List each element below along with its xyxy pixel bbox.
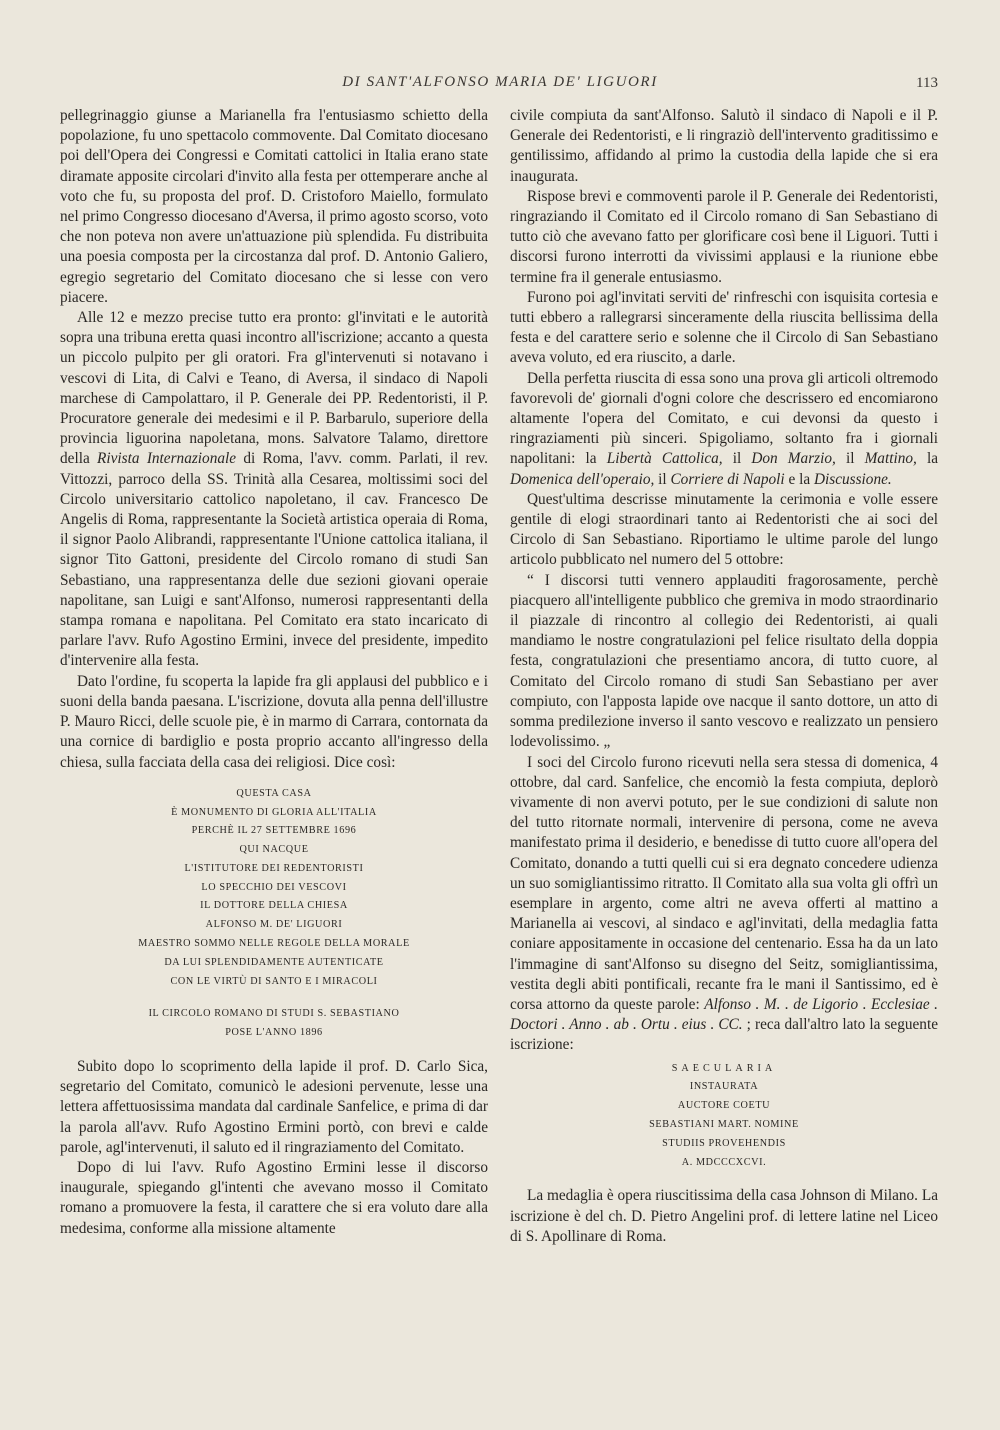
- inscription-line: SEBASTIANI MART. NOMINE: [649, 1118, 799, 1130]
- paragraph: Quest'ultima descrisse minutamente la cerimonia e volle essere gentile di elogi straordinari tanto ai Redentoristi che ai soci del Circolo di San Sebastiano. Riportiamo le ultime parole del lungo articolo pubblicato nel numero del 5 ottobre:: [510, 490, 938, 569]
- plaque-inscription: [60, 785, 488, 1043]
- newspaper-title: Libertà Cattolica,: [606, 450, 723, 468]
- inscription-line: A. MDCCCXCVI.: [681, 1156, 767, 1168]
- quoted-paragraph: “ I discorsi tutti vennero applauditi fragorosamente, perchè piacquero all'intelligente pubblico che gremiva in modo straordinario il piazzale di rincontro al collegio dei Redentoristi, ai quali mandiamo le nostre congratulazioni pel felice risultato della doppia festa, congratulazioni che presentiamo ancora, di tutto cuore, al Comitato del Circolo romano di studi San Sebastiano per aver compiuto, con l'apposta lapide ove nacque il santo dottore, un atto di somma predilezione inverso il santo vescovo e realizzato un pensiero lodevolissimo. „: [510, 571, 938, 751]
- paragraph: Alle 12 e mezzo precise tutto era pronto: gl'invitati e le autorità sopra una tribuna eretta quasi incontro all'iscrizione; accanto a questa un piccolo pulpito per gli oratori. Fra gl'intervenuti si notavano i vescovi di Lita, di Calvi e Teano, di Aversa, il sindaco di Napoli marchese di Campolattaro, il P. Generale dei PP. Redentoristi, il P. Procuratore generale dei medesimi e il P. Barbarulo, superiore della provincia liguorina napoletana, mons. Salvatore Talamo, direttore della Rivista Internazionale di Roma, l'avv. comm. Parlati, il rev. Vittozzi, parroco della SS. Trinità alla Cesarea, moltissimi soci del Circolo universitario cattolico napoletano, il cav. Francesco De Angelis di Roma, rappresentante la Società artistica operaia di Roma, il signor Paolo Alibrandi, rappresentante l'Unione cattolica italiana, il signor Tito Gattoni, presidente del Circolo romano di studi San Sebastiano, una rappresentanza delle due sezioni giovani operaie napolitane, san Luigi e sant'Alfonso, numerosi rappresentanti della stampa romana e napolitana. Pel Comitato era stato incaricato di parlare l'avv. Rufo Agostino Ermini, invece del presidente, impedito d'intervenire alla festa.: [60, 309, 488, 670]
- paragraph: La medaglia è opera riuscitissima della casa Johnson di Milano. La iscrizione è del ch. D. Pietro Angelini prof. di lettere latine nel Liceo di S. Apollinare di Roma.: [510, 1187, 938, 1245]
- paragraph: Dopo di lui l'avv. Rufo Agostino Ermini lesse il discorso inaugurale, spiegando gl'intenti che avevano mosso il Comitato romano a promuovere la festa, il carattere che si era voluto dare alla medesima, conforme alla missione altamente: [60, 1159, 488, 1237]
- newspaper-title: Domenica dell'operaio,: [510, 470, 655, 488]
- paragraph: Subito dopo lo scoprimento della lapide il prof. D. Carlo Sica, segretario del Comitato, comunicò le adesioni pervenute, lesse una lettera affettuosissima mandata dal cardinale Sanfelice, e prima di dar la parola all'avv. Rufo Agostino Ermini portò, con brevi e calde parole, agl'intervenuti, il saluto ed il ringraziamento del Comitato.: [60, 1058, 488, 1156]
- inscription-footer-line: POSE L'ANNO 1896: [225, 1027, 323, 1039]
- inscription-line: PERCHÈ IL 27 SETTEMBRE 1696: [191, 825, 357, 837]
- inscription-line: DA LUI SPLENDIDAMENTE AUTENTICATE: [164, 956, 384, 968]
- medal-inscription: [510, 1060, 938, 1173]
- inscription-line: QUI NACQUE: [239, 844, 309, 856]
- running-head: [60, 74, 940, 98]
- paragraph: Dato l'ordine, fu scoperta la lapide fra gli applausi del pubblico e i suoni della banda paesana. L'iscrizione, dovuta alla penna dell'illustre P. Mauro Ricci, delle scuole pie, è in marmo di Carrara, contornata da una cornice di bardiglio e posta proprio accanto all'ingresso della chiesa, sulla facciata della casa dei religiosi. Dice così:: [60, 672, 488, 771]
- inscription-line: LO SPECCHIO DEI VESCOVI: [201, 881, 347, 893]
- paragraph: Rispose brevi e commoventi parole il P. Generale dei Redentoristi, ringraziando il Comitato ed il Circolo romano di San Sebastiano di tutto ciò che avevano fatto per glorificare così bene il Liguori. Tutti i discorsi furono interrotti da vivissimi applausi e la riunione ebbe termine fra il generale entusiasmo.: [510, 187, 938, 286]
- journal-title: Rivista Internazionale: [97, 450, 237, 468]
- right-column: [510, 106, 938, 1247]
- inscription-line: STUDIIS PROVEHENDIS: [662, 1137, 786, 1149]
- left-column: [60, 106, 488, 1239]
- paragraph: pellegrinaggio giunse a Marianella fra l'entusiasmo schietto della popolazione, fu uno spettacolo commovente. Dal Comitato diocesano poi dell'Opera dei Congressi e Comitati cattolici in Italia erano state diramate apposite circolari d'invito alla festa per ottemperare anche al voto che fu, su proposta del prof. D. Cristoforo Maiello, formulato nel primo Congresso diocesano d'Aversa, il primo agosto scorso, voto che non poteva non avere un'attuazione più splendida. Fu distribuita una poesia composta per la circostanza dal prof. D. Antonio Galiero, egregio segretario del Comitato diocesano che si lesse con vero piacere.: [60, 107, 488, 306]
- newspaper-title: Discussione.: [813, 470, 892, 488]
- paragraph: Furono poi agl'invitati serviti de' rinfreschi con isquisita cortesia e tutti ebbero a rallegrarsi sinceramente della riuscita bellissima della festa e del carattere serio e solenne che il Circolo di San Sebastiano aveva voluto, ed era riuscito, a darle.: [510, 288, 938, 367]
- newspaper-title: Corriere di Napoli: [670, 470, 785, 488]
- inscription-line: INSTAURATA: [689, 1081, 759, 1093]
- inscription-line: IL DOTTORE DELLA CHIESA: [200, 900, 348, 912]
- inscription-line: CON LE VIRTÙ DI SANTO E I MIRACOLI: [170, 975, 378, 987]
- medal-legend: Alfonso . M. . de Ligorio . Ecclesiae . Doctori . Anno . ab . Ortu . eius . CC.: [510, 995, 938, 1034]
- inscription-footer-line: IL CIRCOLO ROMANO DI STUDI S. SEBASTIANO: [148, 1008, 400, 1020]
- paragraph: civile compiuta da sant'Alfonso. Salutò il sindaco di Napoli e il P. Generale dei Redentoristi, e li ringraziò dell'intervento graditissimo e gentilissimo, affidando al primo la custodia della lapide che si era inaugurata.: [510, 107, 938, 185]
- running-title: DI SANT'ALFONSO MARIA DE' LIGUORI: [342, 74, 658, 90]
- inscription-line: È MONUMENTO DI GLORIA ALL'ITALIA: [171, 806, 377, 818]
- inscription-line: SAECULARIA: [671, 1062, 777, 1074]
- inscription-line: AUCTORE COETU: [677, 1100, 771, 1112]
- paragraph: I soci del Circolo furono ricevuti nella sera stessa di domenica, 4 ottobre, dal card. Sanfelice, che encomiò la festa compiuta, deplorò vivamente di non avervi potuto, per le sue condizioni di salute non del tutto ritornate normali, intervenire di persona, come ne aveva manifestato prima il desiderio, e benedisse di tutto cuore all'opera del Comitato, donando a tutti quelli cui si era degnato concedere udienza un suo somigliantissimo ritratto. Il Comitato alla sua volta gli offrì un esemplare in argento, come altri ne aveva offerti al mattino a Marianella ai vescovi, al sindaco e agl'invitati, della medaglia fatta coniare appositamente in occasione del centenario. Essa ha da un lato l'immagine di sant'Alfonso su disegno del Seitz, somigliantissima, vestita degli abiti pontificali, recante fra le mani il Santissimo, ed è corsa attorno da queste parole: Alfonso . M. . de Ligorio . Ecclesiae . Doctori . Anno . ab . Ortu . eius . CC. ; reca dall'altro lato la seguente iscrizione:: [510, 753, 938, 1054]
- inscription-line: L'ISTITUTORE DEI REDENTORISTI: [184, 862, 364, 874]
- inscription-line: QUESTA CASA: [236, 787, 312, 799]
- inscription-line: ALFONSO M. DE' LIGUORI: [205, 919, 343, 931]
- inscription-line: MAESTRO SOMMO NELLE REGOLE DELLA MORALE: [138, 938, 410, 950]
- page-number: 113: [916, 75, 938, 91]
- newspaper-title: Don Marzio,: [751, 450, 836, 468]
- paragraph: Della perfetta riuscita di essa sono una prova gli articoli oltremodo favorevoli de' giornali d'ogni colore che descrissero ed encomiarono altamente l'opera del Comitato, e cui devonsi da questo i ringraziamenti più sinceri. Spigoliamo, soltanto fra i giornali napolitani: la Libertà Cattolica, il Don Marzio, il Mattino, la Domenica dell'operaio, il Corriere di Napoli e la Discussione.: [510, 369, 938, 488]
- newspaper-title: Mattino,: [864, 450, 917, 468]
